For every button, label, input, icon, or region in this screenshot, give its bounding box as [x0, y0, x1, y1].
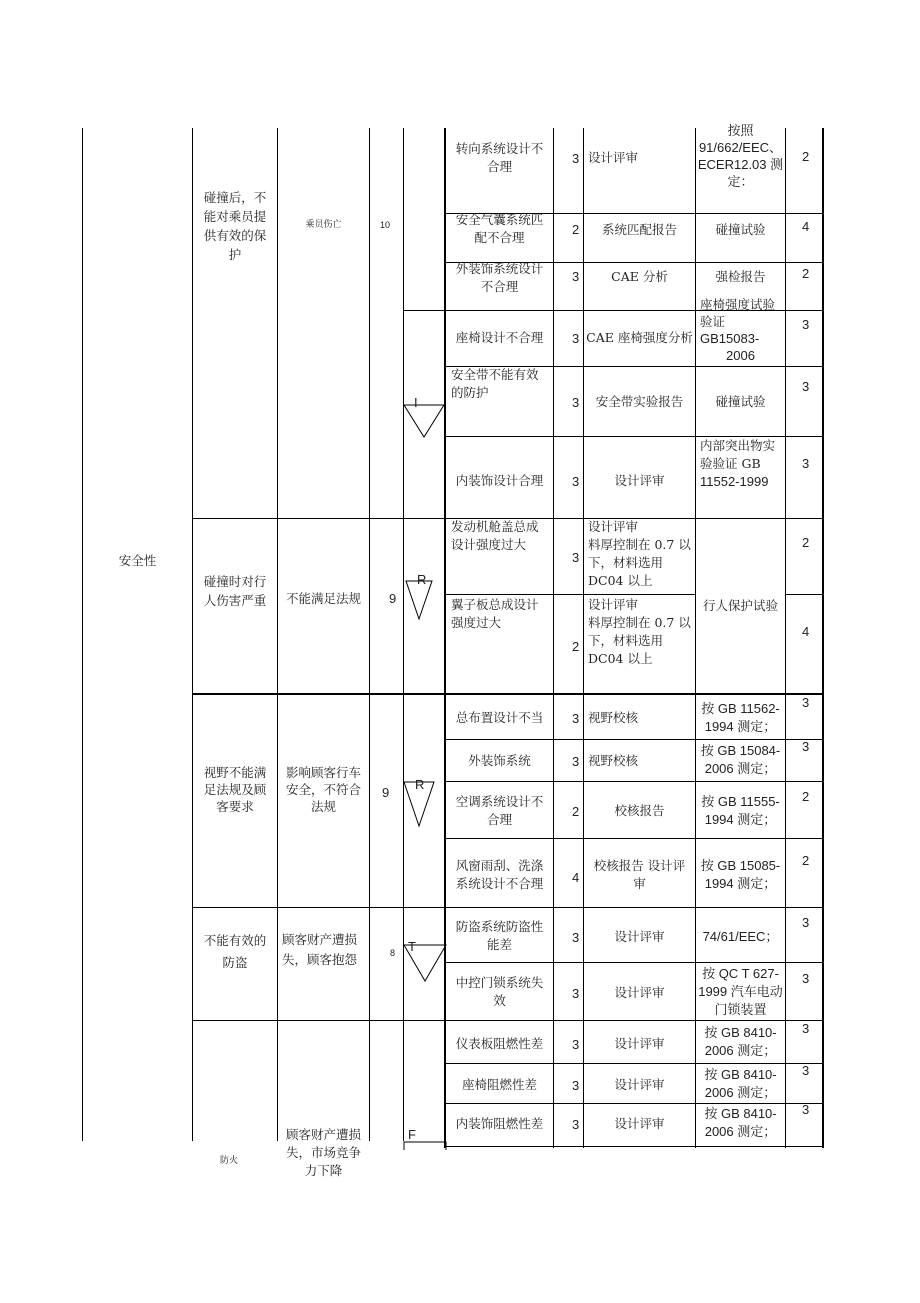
- detection-value: 3: [802, 1063, 810, 1078]
- control-cell: 设计评审: [614, 1077, 665, 1092]
- cause-cell: 内装饰阻燃性差: [455, 1116, 544, 1131]
- control-cell: 系统匹配报告: [601, 222, 677, 237]
- cause-cell: 中控门锁系统失 效: [455, 975, 544, 1008]
- occurrence-value: 2: [572, 804, 580, 819]
- grid-line: [369, 128, 370, 1141]
- occurrence-value: 3: [572, 1078, 580, 1093]
- detection-value: 2: [802, 266, 810, 281]
- severity-value: 9: [382, 785, 390, 800]
- severity-value: 10: [380, 220, 391, 230]
- cause-cell: 翼子板总成设计 强度过大: [451, 597, 539, 630]
- grid-line: [785, 128, 786, 1148]
- cause-cell: 风窗雨刮、洗涤 系统设计不合理: [455, 858, 544, 891]
- cause-cell: 总布置设计不当: [455, 710, 544, 725]
- grid-line: [444, 781, 824, 782]
- verify-cell: 按 GB 8410- 2006 测定；: [704, 1025, 777, 1058]
- cause-cell: 内装饰设计合理: [455, 473, 544, 488]
- verify-cell: 行人保护试验: [702, 598, 778, 613]
- occurrence-value: 4: [572, 870, 580, 885]
- grid-line: [444, 962, 824, 963]
- grid-line: [192, 907, 824, 908]
- class-mark: T: [408, 939, 416, 954]
- cause-cell: 安全带不能有效 的防护: [451, 367, 539, 400]
- occurrence-value: 3: [572, 1037, 580, 1052]
- grid-line: [403, 128, 404, 1141]
- occurrence-value: 3: [572, 269, 580, 284]
- occurrence-value: 3: [572, 395, 580, 410]
- cause-cell: 空调系统设计不 合理: [455, 794, 544, 827]
- verify-cell: 按 GB 8410- 2006 测定；: [704, 1067, 777, 1100]
- failure-effect: 影响顾客行车 安全，不符合 法规: [285, 765, 361, 814]
- failure-effect: 不能满足法规: [285, 591, 361, 606]
- verify-cell: 按 GB 11555- 1994 测定；: [701, 794, 780, 827]
- occurrence-value: 2: [572, 639, 580, 654]
- failure-mode: 防火: [220, 1156, 239, 1166]
- cause-cell: 座椅阻燃性差: [461, 1077, 537, 1092]
- verify-cell: 强检报告: [715, 269, 766, 284]
- control-cell: 视野校核: [588, 753, 639, 768]
- cause-cell: 防盗系统防盗性 能差: [455, 919, 544, 952]
- detection-value: 2: [802, 149, 810, 164]
- detection-value: 2: [802, 789, 810, 804]
- control-cell: 设计评审: [588, 150, 639, 165]
- control-cell: CAE 座椅强度分析: [586, 330, 693, 345]
- class-mark: I: [414, 395, 418, 410]
- class-mark: R: [417, 572, 427, 587]
- verify-cell: 碰撞试验: [715, 222, 766, 237]
- cause-cell: 仪表板阻燃性差: [455, 1036, 544, 1051]
- grid-line: [444, 1063, 824, 1064]
- failure-effect: 顾客财产遭损 失，市场竞争 力下降: [285, 1127, 361, 1178]
- occurrence-value: 3: [572, 711, 580, 726]
- failure-effect: 乘员伤亡: [305, 220, 342, 230]
- grid-line: [444, 594, 695, 595]
- control-cell: 设计评审: [614, 1036, 665, 1051]
- detection-value: 3: [802, 971, 810, 986]
- cause-cell: 座椅设计不合理: [455, 330, 544, 345]
- failure-mode: 碰撞后，不 能对乘员提 供有效的保 护: [203, 190, 267, 262]
- control-cell: 校核报告: [614, 803, 665, 818]
- detection-value: 3: [802, 379, 810, 394]
- occurrence-value: 3: [572, 151, 580, 166]
- detection-value: 2: [802, 853, 810, 868]
- failure-mode: 不能有效的 防盗: [203, 933, 267, 970]
- control-cell: 安全带实验报告: [595, 394, 684, 409]
- occurrence-value: 3: [572, 986, 580, 1001]
- grid-line: [444, 1103, 824, 1104]
- verify-cell: 按 GB 8410- 2006 测定；: [704, 1106, 777, 1139]
- grid-line: [192, 693, 824, 695]
- verify-cell: 碰撞试验: [715, 394, 766, 409]
- occurrence-value: 3: [572, 754, 580, 769]
- control-cell: 设计评审: [614, 985, 665, 1000]
- detection-value: 3: [802, 317, 810, 332]
- verify-cell: 按 GB 15085- 1994 测定；: [700, 858, 781, 891]
- control-cell: 设计评审: [614, 1116, 665, 1131]
- grid-line: [553, 128, 554, 1148]
- occurrence-value: 3: [572, 550, 580, 565]
- control-cell: 设计评审: [614, 473, 665, 488]
- control-cell: 校核报告 设计评 审: [593, 858, 686, 891]
- cause-cell: 安全气囊系统匹 配不合理: [455, 212, 544, 245]
- verify-cell: 按 GB 15084- 2006 测定；: [700, 743, 781, 776]
- occurrence-value: 3: [572, 1117, 580, 1132]
- grid-line: [192, 1020, 824, 1021]
- grid-line: [785, 594, 824, 595]
- cause-cell: 外装饰系统设计 不合理: [455, 261, 544, 294]
- detection-value: 3: [802, 456, 810, 471]
- detection-value: 3: [802, 1021, 810, 1036]
- grid-line: [444, 739, 824, 740]
- detection-value: 3: [802, 739, 810, 754]
- control-cell: 设计评审 料厚控制在 0.7 以 下，材料选用 DC04 以上: [588, 519, 691, 588]
- class-mark: R: [415, 777, 425, 792]
- failure-effect: 顾客财产遭损 失，顾客抱怨: [282, 932, 358, 967]
- occurrence-value: 3: [572, 331, 580, 346]
- verify-cell: 按 GB 11562- 1994 测定；: [701, 701, 780, 734]
- grid-line: [444, 838, 824, 839]
- verify-cell: 按 QC T 627- 1999 汽车电动 门锁装置: [698, 966, 783, 1017]
- control-cell: 视野校核: [588, 710, 639, 725]
- cause-cell: 外装饰系统: [468, 753, 531, 768]
- category-label: 安全性: [118, 553, 157, 568]
- cause-cell: 转向系统设计不 合理: [455, 141, 544, 174]
- detection-value: 3: [802, 695, 810, 710]
- grid-line: [192, 128, 193, 1141]
- detection-value: 4: [802, 219, 810, 234]
- detection-value: 4: [802, 624, 810, 639]
- detection-value: 3: [802, 915, 810, 930]
- severity-value: 9: [389, 591, 397, 606]
- severity-value: 8: [390, 948, 396, 958]
- control-cell: CAE 分析: [611, 269, 668, 284]
- occurrence-value: 3: [572, 930, 580, 945]
- occurrence-value: 3: [572, 474, 580, 489]
- detection-value: 2: [802, 535, 810, 550]
- verify-cell: 按照 91/662/EEC、 ECER12.03 测 定：: [697, 123, 784, 189]
- detection-value: 3: [802, 1102, 810, 1117]
- cause-cell: 发动机舱盖总成 设计强度过大: [451, 519, 539, 552]
- occurrence-value: 2: [572, 222, 580, 237]
- failure-mode: 视野不能满 足法规及顾 客要求: [203, 765, 267, 814]
- class-mark: F: [408, 1127, 416, 1142]
- verify-cell: 内部突出物实 验验证 GB 11552-1999: [700, 438, 776, 489]
- verify-cell: 74/61/EEC；: [702, 929, 779, 944]
- grid-line: [82, 128, 83, 1141]
- grid-line: [277, 128, 278, 1141]
- grid-line: [444, 1146, 824, 1147]
- verify-cell: 座椅强度试验 验证 GB15083- 2006: [700, 297, 776, 363]
- grid-line: [822, 128, 824, 1148]
- failure-mode: 碰撞时对行 人伤害严重: [203, 574, 267, 608]
- control-cell: 设计评审 料厚控制在 0.7 以 下，材料选用 DC04 以上: [588, 597, 691, 666]
- control-cell: 设计评审: [614, 929, 665, 944]
- triangle-mark-icon: [402, 403, 446, 439]
